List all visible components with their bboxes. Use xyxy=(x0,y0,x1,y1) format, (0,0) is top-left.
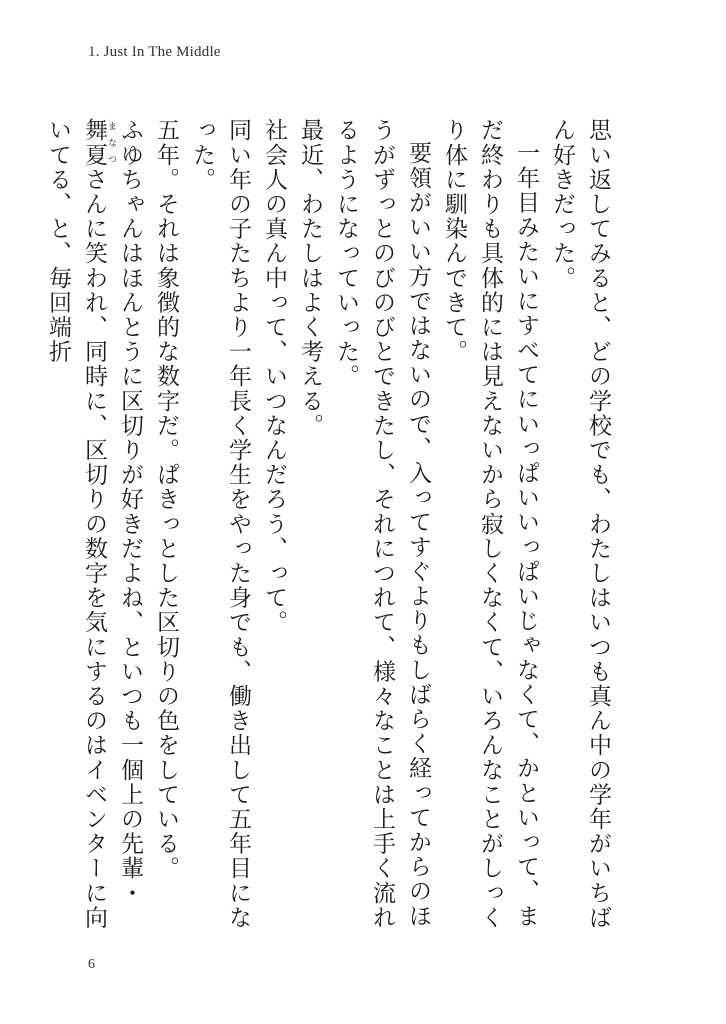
paragraph-2: 一年目みたいにすべてにいっぱいいっぱいじゃなくて、かといって、まだ終わりも具体的には見えないから寂しくなくて、いろんなことがしっくり体に馴染んできて。 xyxy=(441,118,539,930)
paragraph-7: 五年。それは象徴的な数字だ。ぱきっとした区切りの色をしている。 xyxy=(153,118,179,881)
ruby-base: 舞夏 xyxy=(81,118,107,168)
paragraph-8-text-after: さんに笑われ、同時に、区切りの数字を気にするのはイベンターに向いてる、と、毎回端折 xyxy=(45,118,107,930)
paragraph-8 xyxy=(40,118,148,948)
ruby-reading: まなつ xyxy=(106,118,116,168)
page-number: 6 xyxy=(88,957,95,972)
paragraph-5: 社会人の真ん中って、いつなんだろう、って。 xyxy=(261,118,287,635)
ruby-name-manatsu xyxy=(81,118,116,168)
paragraph-1: 思い返してみると、どの学校でも、わたしはいつも真ん中の学年がいちばん好きだった。 xyxy=(549,118,611,930)
paragraph-4: 最近、わたしはよく考える。 xyxy=(297,118,323,438)
paragraph-3: 要領がいい方ではないので、入ってすぐよりもしばらく経ってからのほうがずっとのびのびとできたし、それにつれて、様々なことは上手く流れるようになっていった。 xyxy=(333,118,431,930)
paragraph-6: 同い年の子たちより一年長く学生をやった身でも、働き出して五年目になった。 xyxy=(189,118,251,930)
novel-body-text xyxy=(45,118,616,948)
chapter-header: 1. Just In The Middle xyxy=(88,44,221,60)
paragraph-8-text-before: ふゆちゃんはほんとうに区切りが好きだよね、といつも一個上の先輩・ xyxy=(117,118,143,906)
